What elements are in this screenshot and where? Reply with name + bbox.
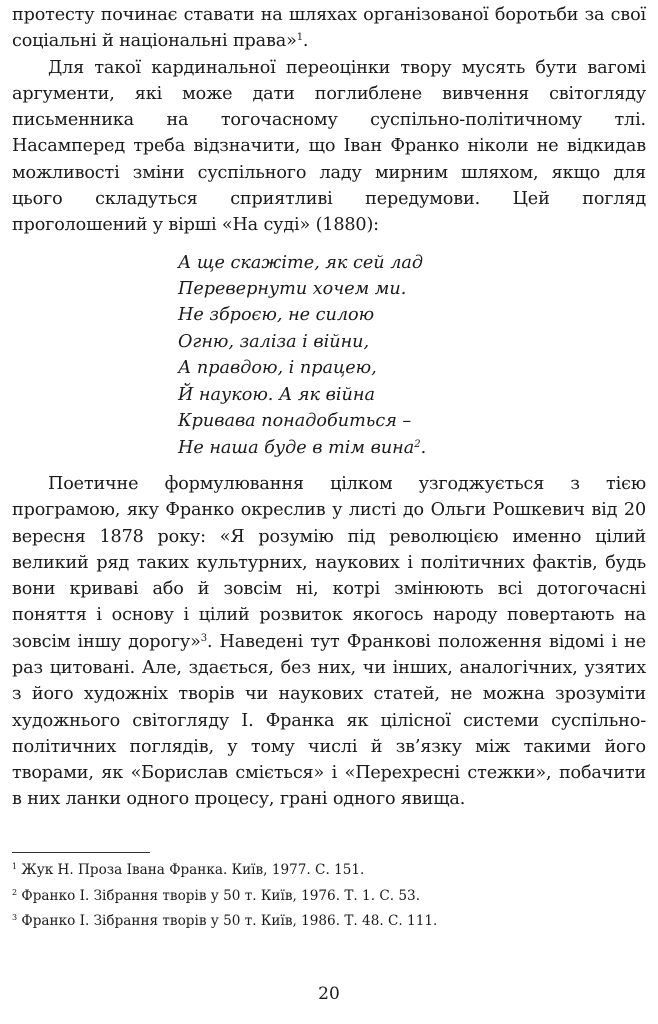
poem-line: А правдою, і працею, bbox=[178, 358, 377, 379]
footnote-text: Франко І. Зібрання творів у 50 т. Київ, 1986. Т. 48. С. 111. bbox=[21, 913, 438, 929]
paragraph-1-text: протесту починає ставати на шляхах організованої боротьби за свої соціальні й національні права» bbox=[12, 5, 646, 52]
footnote-1 bbox=[12, 858, 646, 884]
poem-line-last bbox=[178, 435, 646, 461]
paragraph-2: Для такої кардинальної переоцінки твору мусять бути вагомі аргументи, які може дати поглиблене вивчення світогляду письменника на тогочасному суспільно-політичному тлі. Насамперед треба відзначити, що Іван Франко ніколи не відкидав можливості зміни суспільного ладу мирним шляхом, якщо для цього складуться сприятливі передумови. Цей погляд проголошений у вірші «На суді» (1880): bbox=[12, 57, 646, 236]
paragraph-3-text-b: . Наведені тут Франкові положення відомі і не раз цитовані. Але, здається, без них, чи інших, аналогічних, узятих з його художніх творів чи наукових статей, не можна зрозуміти художнього світогляду І. Франка як цілісної системи суспільно-політичних поглядів, у тому числі й зв’язку між такими його творами, як «Борислав сміється» і «Перехресні стежки», побачити в них ланки одного процесу, грані одного явища. bbox=[12, 631, 646, 810]
paragraph-1 bbox=[12, 2, 646, 55]
page-body bbox=[12, 2, 646, 813]
footnote-divider bbox=[12, 852, 150, 853]
footnote-text: Жук Н. Проза Івана Франка. Київ, 1977. С. 151. bbox=[21, 862, 365, 878]
footnote-2 bbox=[12, 884, 646, 910]
footnote-number: 3 bbox=[12, 913, 18, 922]
poem-line: Кривава понадобиться – bbox=[178, 411, 412, 432]
footnote-ref-1[interactable]: 1 bbox=[296, 32, 303, 44]
footnote-ref-3[interactable]: 3 bbox=[200, 632, 207, 644]
paragraph-3 bbox=[12, 471, 646, 813]
paragraph-3-text-a: Поетичне формулювання цілком узгоджується з тією програмою, яку Франко окреслив у листі до Ольги Рошкевич від 20 вересня 1878 року: «Я розумію під революцією именно цілий великий ряд таких культурних, наукових і політичних фактів, будь вони криваві або й зовсім ні, котрі змінюють всі дотогочасні поняття і основу і цілий розвиток якогось народу повертають на зовсім іншу дорогу» bbox=[12, 473, 646, 652]
poem-tail: . bbox=[420, 437, 427, 458]
footnote-3 bbox=[12, 909, 646, 935]
footnote-number: 2 bbox=[12, 887, 18, 897]
poem-line-text: Не наша буде в тім вина bbox=[178, 437, 415, 458]
footnote-text: Франко І. Зібрання творів у 50 т. Київ, 1976. Т. 1. С. 53. bbox=[21, 887, 421, 904]
footnotes bbox=[12, 858, 646, 935]
poem-quote bbox=[178, 250, 646, 461]
poem-line: Й наукою. А як війна bbox=[178, 384, 375, 405]
poem-line: Огню, заліза і війни, bbox=[178, 331, 370, 352]
footnote-number: 1 bbox=[12, 862, 18, 871]
paragraph-1-tail: . bbox=[302, 31, 309, 52]
poem-line: Не зброєю, не силою bbox=[178, 305, 375, 326]
page-number: 20 bbox=[318, 984, 340, 1004]
poem-line: Перевернути хочем ми. bbox=[178, 279, 407, 300]
poem-line: А ще скажіте, як сей лад bbox=[178, 252, 424, 273]
footnote-ref-2[interactable]: 2 bbox=[414, 438, 421, 450]
